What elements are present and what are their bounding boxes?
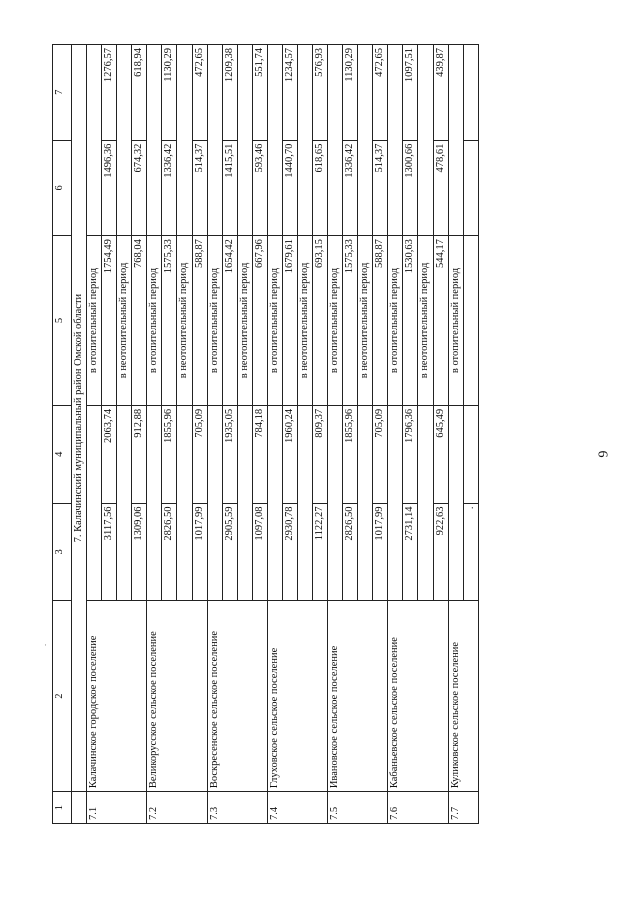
- tariff-value: 514,37: [192, 140, 207, 236]
- page-number: 6: [594, 450, 610, 458]
- tariff-value: 618,94: [132, 45, 147, 141]
- settlement-name: Куликовское сельское поселение: [448, 601, 478, 792]
- tariff-value: 1130,29: [162, 45, 177, 141]
- tariff-value: 439,87: [433, 45, 448, 141]
- tariff-value: 1122,27: [313, 503, 328, 601]
- tariff-value: 1796,36: [403, 405, 418, 503]
- tariff-value: 1415,51: [222, 140, 237, 236]
- tariff-value: 2731,14: [403, 503, 418, 601]
- blank-cell: [87, 45, 102, 236]
- column-header-7: 7: [53, 45, 72, 141]
- blank-cell: [358, 405, 373, 600]
- tariff-value: 922,63: [433, 503, 448, 601]
- tariff-value: 1575,33: [343, 236, 358, 406]
- tariff-value: 705,09: [373, 405, 388, 503]
- row-number: 7.2: [147, 792, 207, 824]
- tariff-value: 809,37: [313, 405, 328, 503]
- tariff-value: 576,93: [313, 45, 328, 141]
- blank-cell: [328, 405, 343, 600]
- period-label: в неотопительный период: [418, 236, 433, 406]
- tariff-value: 645,49: [433, 405, 448, 503]
- tariff-value: 1754,49: [102, 236, 117, 406]
- tariff-value: 472,65: [192, 45, 207, 141]
- blank-cell: [448, 45, 463, 236]
- blank-cell: [177, 45, 192, 236]
- blank-cell: [418, 405, 433, 600]
- tariff-value: 2930,78: [282, 503, 297, 601]
- settlement-name: Глуховское сельское поселение: [267, 601, 327, 792]
- period-label-row: [147, 45, 162, 824]
- blank-cell: [358, 45, 373, 236]
- period-label: в неотопительный период: [117, 236, 132, 406]
- tariff-value: 544,17: [433, 236, 448, 406]
- row-number: 7.1: [87, 792, 147, 824]
- blank-cell: [237, 405, 252, 600]
- tariff-value: 674,32: [132, 140, 147, 236]
- tariff-value: 1309,06: [132, 503, 147, 601]
- blank-cell: [297, 45, 312, 236]
- tariff-value: 2826,50: [162, 503, 177, 601]
- tariff-value: 693,15: [313, 236, 328, 406]
- tariff-value: [463, 405, 478, 503]
- scan-speck: ·: [44, 640, 47, 650]
- tariff-value: 514,37: [373, 140, 388, 236]
- tariff-value: 1276,57: [102, 45, 117, 141]
- tariff-value: [463, 140, 478, 236]
- period-label-row: [328, 45, 343, 824]
- period-label: в отопительный период: [207, 236, 222, 406]
- section-title: 7. Калачинский муниципальный район Омской области: [72, 45, 87, 792]
- column-header-1: 1: [53, 792, 72, 824]
- period-label: в отопительный период: [87, 236, 102, 406]
- tariff-value: 478,61: [433, 140, 448, 236]
- tariff-value: 784,18: [252, 405, 267, 503]
- blank-cell: [418, 45, 433, 236]
- blank-cell: [328, 45, 343, 236]
- tariff-value: 1130,29: [343, 45, 358, 141]
- period-label: в неотопительный период: [177, 236, 192, 406]
- tariff-value: 593,46: [252, 140, 267, 236]
- column-header-6: 6: [53, 140, 72, 236]
- blank-cell: [147, 405, 162, 600]
- tariff-value: 667,96: [252, 236, 267, 406]
- blank-cell: [117, 405, 132, 600]
- blank-cell: [117, 45, 132, 236]
- period-label: в отопительный период: [147, 236, 162, 406]
- period-label-row: [267, 45, 282, 824]
- period-label-row: [207, 45, 222, 824]
- blank-cell: [177, 405, 192, 600]
- column-header-4: 4: [53, 405, 72, 503]
- blank-cell: [388, 405, 403, 600]
- row-number: 7.4: [267, 792, 327, 824]
- period-label: в отопительный период: [388, 236, 403, 406]
- tariff-value: 1575,33: [162, 236, 177, 406]
- tariff-value: 2905,59: [222, 503, 237, 601]
- blank-cell: [267, 405, 282, 600]
- column-number-row: [53, 45, 72, 824]
- tariff-value: 1234,57: [282, 45, 297, 141]
- tariff-value: .: [463, 503, 478, 601]
- tariff-value: 1855,96: [162, 405, 177, 503]
- column-header-2: 2: [53, 601, 72, 792]
- tariff-value: 472,65: [373, 45, 388, 141]
- blank-cell: [448, 405, 463, 600]
- tariff-value: 1440,70: [282, 140, 297, 236]
- tariff-value: 1209,38: [222, 45, 237, 141]
- period-label: в неотопительный период: [297, 236, 312, 406]
- tariff-value: 1097,51: [403, 45, 418, 141]
- period-label-row: [448, 45, 463, 824]
- period-label: в отопительный период: [267, 236, 282, 406]
- tariff-value: 1300,66: [403, 140, 418, 236]
- tariff-value: 1336,42: [343, 140, 358, 236]
- blank-cell: [388, 45, 403, 236]
- tariff-value: 2826,50: [343, 503, 358, 601]
- settlement-name: Воскресенское сельское поселение: [207, 601, 267, 792]
- period-label: в отопительный период: [328, 236, 343, 406]
- column-header-3: 3: [53, 503, 72, 601]
- settlement-name: Калачинское городское поселение: [87, 601, 147, 792]
- tariff-value: 588,87: [373, 236, 388, 406]
- blank-cell: [207, 405, 222, 600]
- period-label: в неотопительный период: [358, 236, 373, 406]
- blank-cell: [207, 45, 222, 236]
- tariff-table: [52, 44, 479, 824]
- tariff-value: 588,87: [192, 236, 207, 406]
- tariff-value: 1679,61: [282, 236, 297, 406]
- tariff-value: 1097,08: [252, 503, 267, 601]
- tariff-value: 1496,36: [102, 140, 117, 236]
- tariff-value: 3117,56: [102, 503, 117, 601]
- tariff-table-wrapper: [52, 44, 549, 824]
- row-number: 7.7: [448, 792, 478, 824]
- row-number: 7.3: [207, 792, 267, 824]
- tariff-value: 1960,24: [282, 405, 297, 503]
- blank-cell: [147, 45, 162, 236]
- tariff-value: [463, 45, 478, 141]
- tariff-value: 1654,42: [222, 236, 237, 406]
- row-number: 7.6: [388, 792, 448, 824]
- tariff-value: 1336,42: [162, 140, 177, 236]
- settlement-name: Кабаньевское сельское поселение: [388, 601, 448, 792]
- tariff-value: 1017,99: [192, 503, 207, 601]
- tariff-value: 1935,05: [222, 405, 237, 503]
- tariff-value: 1855,96: [343, 405, 358, 503]
- period-label-row: [388, 45, 403, 824]
- row-number: 7.5: [328, 792, 388, 824]
- period-label: в неотопительный период: [237, 236, 252, 406]
- tariff-value: [463, 236, 478, 406]
- tariff-value: 551,74: [252, 45, 267, 141]
- rotated-page: [52, 44, 549, 824]
- tariff-value: 1530,63: [403, 236, 418, 406]
- tariff-value: 1017,99: [373, 503, 388, 601]
- tariff-value: 912,88: [132, 405, 147, 503]
- column-header-5: 5: [53, 236, 72, 406]
- period-label: в отопительный период: [448, 236, 463, 406]
- tariff-value: 705,09: [192, 405, 207, 503]
- blank-cell: [237, 45, 252, 236]
- tariff-value: 618,65: [313, 140, 328, 236]
- blank-cell: [267, 45, 282, 236]
- tariff-value: 2063,74: [102, 405, 117, 503]
- blank-cell: [297, 405, 312, 600]
- tariff-value: 768,04: [132, 236, 147, 406]
- blank-cell: [87, 405, 102, 600]
- settlement-name: Великорусское сельское поселение: [147, 601, 207, 792]
- section-title-row: [72, 45, 87, 824]
- settlement-name: Ивановское сельское поселение: [328, 601, 388, 792]
- period-label-row: [87, 45, 102, 824]
